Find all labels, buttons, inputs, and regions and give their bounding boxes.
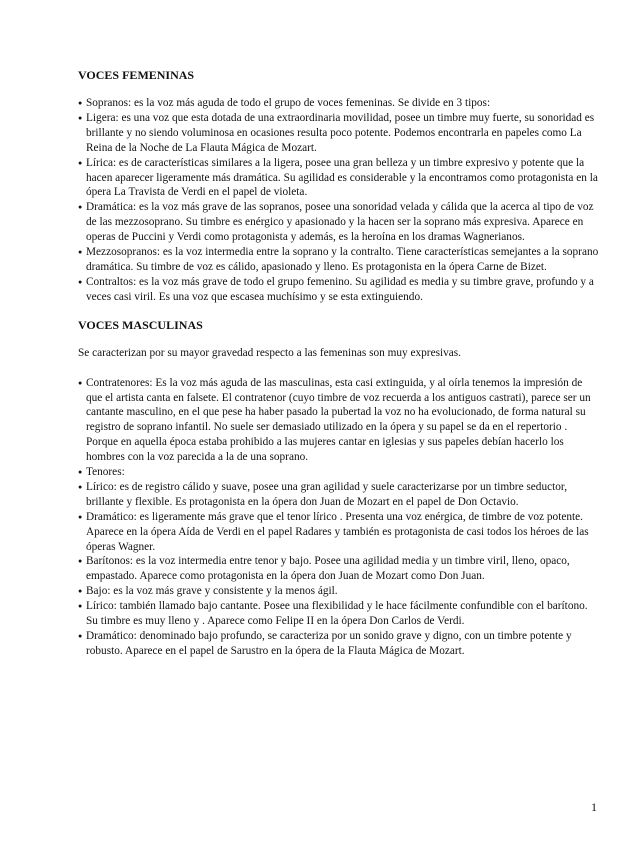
list-item: ● Tenores: bbox=[78, 466, 125, 479]
bullet-icon: ● bbox=[78, 378, 83, 387]
list-item: ● Lírico: es de registro cálido y suave, posee una gran agilidad y suele caracterizarse por un timbre seductor, brillante y flexible. Es protagonista en la ópera don Juan de Mozart en el papel de Don Octavio. bbox=[78, 480, 568, 508]
bullet-icon: ● bbox=[78, 602, 83, 611]
section-title-masculine: VOCES MASCULINAS bbox=[78, 317, 203, 332]
list-item: ● Sopranos: es la voz más aguda de todo el grupo de voces femeninas. Se divide en 3 tipos: bbox=[78, 97, 491, 109]
bullet-icon: ● bbox=[78, 557, 83, 566]
bullet-icon: ● bbox=[78, 99, 83, 107]
list-item: ● Ligera: es una voz que esta dotada de una extraordinaria movilidad, posee un timbre muy fuerte, su sonoridad es brillante y no siendo voluminosa en ocasiones resulta poco potente. Podemos encontrarla en papeles como La Reina de la Noche de La Flauta Mágica de Mozart. bbox=[78, 111, 595, 154]
section-title-feminine: VOCES FEMENINAS bbox=[78, 68, 195, 82]
document-content bbox=[78, 60, 600, 659]
list-item: ● Mezzosopranos: es la voz intermedia entre la soprano y la contralto. Tiene características semejantes a la soprano dramática. Su timbre de voz es cálido, apasionado y lleno. Es protagonista en la ópera Carne de Bizet. bbox=[78, 246, 599, 273]
list-item: ● Barítonos: es la voz intermedia entre tenor y bajo. Posee una agilidad media y un timbre viril, lleno, opaco, empastado. Aparece como protagonista en la ópera don Juan de Mozart como Don Juan. bbox=[78, 555, 570, 583]
list-item: ● Contratenores: Es la voz más aguda de las masculinas, esta casi extinguida, y al oírla tenemos la impresión de que el artista canta en falsete. El contratenor (cuyo timbre de voz recuerda a los antiguos castrati), parece ser un cantante masculino, en el que pese ha haber pasado la pubertad la voz no ha evolucionado, de forma natural su registro de soprano infantil. No suele ser demasiado utilizado en la ópera y su papel se da en el repertorio . Porque en aquella época estaba prohibido a las mujeres cantar en iglesias y sus papeles debían hacerlo los hombres con la voz parecida a la de una soprano. bbox=[78, 376, 591, 464]
bullet-icon: ● bbox=[78, 277, 83, 286]
masculine-voices-list bbox=[78, 376, 600, 659]
page-number: 1 bbox=[591, 800, 597, 814]
list-item: ● Bajo: es la voz más grave y consistente y la menos ágil. bbox=[78, 585, 338, 598]
bullet-icon: ● bbox=[78, 482, 83, 491]
bullet-icon: ● bbox=[78, 587, 83, 596]
list-item: ● Dramático: denominado bajo profundo, se caracteriza por un sonido grave y digno, con un timbre potente y robusto. Aparece en el papel de Sarustro en la ópera de la Flauta Mágica de Mozart. bbox=[78, 630, 572, 657]
list-item: ● Dramático: es ligeramente más grave que el tenor lírico . Presenta una voz enérgica, de timbre de voz potente. Aparece en la ópera Aída de Verdi en el papel Radares y también es protagonista de casi todos los héroes de las óperas Wagner. bbox=[78, 510, 589, 553]
bullet-icon: ● bbox=[78, 113, 83, 122]
section-intro: Se caracterizan por su mayor gravedad respecto a las femeninas son muy expresivas. bbox=[78, 346, 462, 359]
bullet-icon: ● bbox=[78, 468, 83, 477]
bullet-icon: ● bbox=[78, 632, 83, 640]
feminine-voices-list bbox=[78, 96, 600, 305]
list-item: ● Lírico: también llamado bajo cantante. Posee una flexibilidad y le hace fácilmente confundible con el barítono. Su timbre es muy lleno y . Aparece como Felipe II en la ópera Don Carlos de Verdi. bbox=[78, 600, 588, 628]
list-item: ● Lírica: es de características similares a la ligera, posee una gran belleza y un timbre expresivo y potente que la hacen aparecer ligeramente más dramática. Su agilidad es considerable y la encontramos como protagonista en la ópera La Travista de Verdi en el papel de violeta. bbox=[78, 156, 598, 199]
bullet-icon: ● bbox=[78, 248, 83, 257]
list-item: ● Dramática: es la voz más grave de las sopranos, posee una sonoridad velada y cálida que la acerca al tipo de voz de las mezzosoprano. Su timbre es enérgico y apasionado y la hacen ser la soprano más expresiva. Aparece en operas de Puccini y Verdi como protagonista y además, es la heroína en los dramas Wagnerianos. bbox=[78, 201, 594, 244]
list-item: ● Contraltos: es la voz más grave de todo el grupo femenino. Su agilidad es media y su timbre grave, profundo y a veces casi viril. Es una voz que escasea muchísimo y se esta extinguiendo. bbox=[78, 275, 594, 303]
bullet-icon: ● bbox=[78, 512, 83, 521]
bullet-icon: ● bbox=[78, 203, 83, 212]
bullet-icon: ● bbox=[78, 158, 83, 167]
